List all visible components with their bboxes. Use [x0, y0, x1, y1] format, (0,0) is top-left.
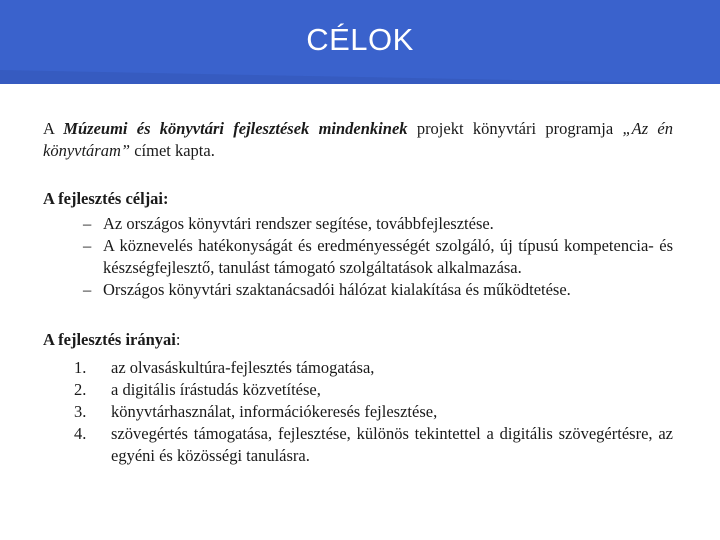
intro-suffix: címet kapta.: [130, 141, 215, 160]
item-number: 3.: [74, 402, 87, 421]
dash-marker: –: [83, 280, 92, 299]
dash-marker: –: [83, 236, 92, 255]
dash-marker: –: [83, 214, 92, 233]
directions-heading: [43, 329, 673, 351]
list-item: [43, 401, 673, 423]
page-title: CÉLOK: [306, 22, 414, 57]
item-number: 1.: [74, 358, 87, 377]
list-item: [43, 423, 673, 467]
program-title: „Az én könyvtáram”: [43, 119, 673, 160]
list-item: [43, 357, 673, 379]
intro-paragraph: [43, 118, 673, 162]
item-number: 4.: [74, 424, 87, 443]
goals-heading: A fejlesztés céljai:: [43, 189, 169, 208]
list-item: [43, 213, 673, 235]
directions-heading-colon: :: [175, 330, 181, 349]
slide-content: [43, 118, 673, 467]
goal-text: Az országos könyvtári rendszer segítése, továbbfejlesztése.: [103, 214, 494, 233]
list-item: [43, 379, 673, 401]
title-banner: [0, 0, 720, 84]
goal-text: Országos könyvtári szaktanácsadói hálózat kialakítása és működtetése.: [103, 280, 571, 299]
goals-list: [43, 213, 673, 301]
direction-text: a digitális írástudás közvetítése,: [111, 380, 321, 399]
list-item: [43, 279, 673, 301]
item-number: 2.: [74, 380, 87, 399]
direction-text: szövegértés támogatása, fejlesztése, különös tekintettel a digitális szövegértésre, az egyéni és közösségi tanulásra.: [111, 424, 673, 465]
directions-heading-text: A fejlesztés irányai: [43, 330, 176, 349]
intro-prefix: A: [43, 119, 64, 138]
goal-text: A köznevelés hatékonyságát és eredményességét szolgáló, új típusú kompetencia- és készségfejlesztő, tanulást támogató szolgáltatások alkalmazása.: [103, 236, 673, 277]
direction-text: könyvtárhasználat, információkeresés fejlesztése,: [111, 402, 438, 421]
direction-text: az olvasáskultúra-fejlesztés támogatása,: [111, 358, 375, 377]
list-item: [43, 235, 673, 279]
project-name: Múzeumi és könyvtári fejlesztések mindenkinek: [63, 119, 408, 138]
directions-list: [43, 357, 673, 467]
intro-middle: projekt könyvtári programja: [407, 119, 623, 138]
